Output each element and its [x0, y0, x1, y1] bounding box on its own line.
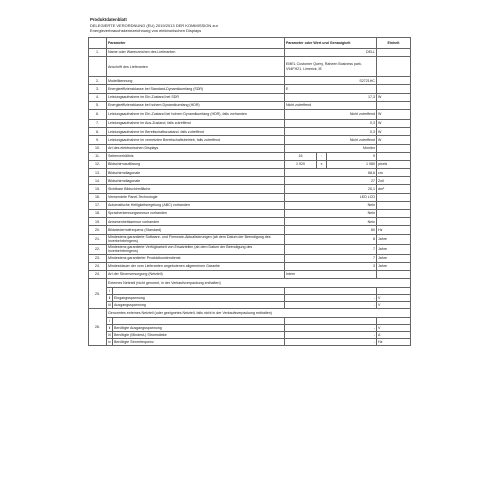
row-label: Anwesenheitssensor vorhanden [107, 218, 285, 226]
table-row [89, 101, 411, 109]
row-number: 8. [89, 128, 107, 136]
row-label: Leistungsaufnahme im Ein-Zustand bei SDR [107, 93, 285, 101]
row-value: 27 [285, 177, 377, 185]
sub-label: Ausgangsspannung [113, 302, 285, 309]
row-number: 22. [89, 244, 107, 254]
row-unit [377, 152, 411, 160]
sub-value: - [285, 339, 377, 346]
row-unit [377, 201, 411, 209]
row-unit [377, 77, 411, 85]
sub-index: i [107, 288, 113, 295]
row-number: 23. [89, 254, 107, 262]
row-value: Intern [285, 270, 377, 278]
row-number: 5. [89, 101, 107, 109]
sheet-subtitle-line-2: Energieverbrauchskennzeichnung von elektronischen Displays [90, 28, 202, 33]
table-row [89, 152, 411, 160]
header-parameter: Parameter [107, 38, 285, 49]
row-unit: cm [377, 169, 411, 177]
row-number [89, 57, 107, 77]
row-label: Art des elektronischen Displays [107, 144, 285, 152]
table-row [89, 49, 411, 57]
row-number: 6. [89, 109, 107, 119]
sub-value: - [285, 332, 377, 339]
row-number: 13. [89, 169, 107, 177]
table-row [89, 119, 411, 127]
row-value: Nicht zutreffend [285, 101, 377, 109]
row-label: Bildwiederholfrequenz (Standard) [107, 226, 285, 234]
sub-value: - [285, 295, 377, 302]
table-row [89, 332, 411, 339]
row-unit [377, 210, 411, 218]
row-value: 7 [285, 254, 377, 262]
row-label: Anschrift des Lieferanten [107, 57, 285, 77]
row-unit: Hz [377, 226, 411, 234]
row-unit [377, 193, 411, 201]
row-value: 8 [285, 234, 377, 244]
row-value: 68,6 [285, 169, 377, 177]
row-unit: Jahre [377, 244, 411, 254]
row-unit: Jahre [377, 254, 411, 262]
row-unit [377, 49, 411, 57]
row-unit: dm² [377, 185, 411, 193]
row-value: Monitor [285, 144, 377, 152]
row-number: 24. [89, 262, 107, 270]
row-number: 12. [89, 160, 107, 168]
row-label: Mindestdauer der vom Lieferanten angebotenen allgemeinen Garantie [107, 262, 285, 270]
table-header-row [89, 38, 411, 49]
table-row [89, 234, 411, 244]
row-value: Nein [285, 218, 377, 226]
sub-unit: A [377, 332, 411, 339]
row-unit [377, 57, 411, 77]
row-label: Bildschirmdiagonale [107, 177, 285, 185]
table-row [89, 57, 411, 77]
row-label: Bildschirmdiagonale [107, 169, 285, 177]
sub-label: Benötigte (Mindest-) Stromstärke [113, 332, 285, 339]
row-value: DELL [285, 49, 377, 57]
row-number: 20. [89, 226, 107, 234]
row-label: Leistungsaufnahme im Ein-Zustand bei hohem Dynamikumfang (HDR), falls vorhanden [107, 109, 285, 119]
row-unit: W [377, 119, 411, 127]
row-number: 24. [89, 270, 107, 278]
row-label: Mindestens garantierte Verfügbarkeit von Ersatzteilen (ab dem Datum der Beendigung des Inverkehrbringens) [107, 244, 285, 254]
row-value: 20,1 [285, 185, 377, 193]
table-row [89, 309, 411, 318]
row-value: Nicht zutreffend [285, 136, 377, 144]
table-row [89, 109, 411, 119]
row-value: 60 [285, 226, 377, 234]
product-data-sheet [88, 15, 410, 485]
sub-index: iv [108, 340, 111, 345]
sub-unit [377, 318, 411, 325]
row-value: S2721HC [285, 77, 377, 85]
row-label: Mindestens garantierte Software- und Firmware-Aktualisierungen (ab dem Datum der Beendigung des Inverkehrbringens) [107, 234, 285, 244]
sub-unit [377, 288, 411, 295]
sub-unit: Hz [377, 339, 411, 346]
table-row [89, 254, 411, 262]
row-number: 18. [89, 210, 107, 218]
row-number: 17. [89, 201, 107, 209]
row-label: Name oder Warenzeichen des Lieferanten [107, 49, 285, 57]
table-row [89, 201, 411, 209]
sub-value: - [285, 302, 377, 309]
row-number: 9. [89, 136, 107, 144]
row-value: Nicht zutreffend [285, 109, 377, 119]
row-value: 0,3 [285, 119, 377, 127]
row-value: EMEL Customer Query, Raheen Business park, V94FH21, Limerick, IE [285, 57, 377, 77]
row-value: 17,3 [285, 93, 377, 101]
row-value-separator: : [317, 152, 327, 160]
table-row [89, 177, 411, 185]
sub-index: ii [107, 295, 113, 302]
row-number: 3. [89, 85, 107, 93]
table-row [89, 169, 411, 177]
sub-unit: V [377, 325, 411, 332]
row-label: Art der Stromversorgung (Netzteil) [107, 270, 285, 278]
row-value: 7 [285, 244, 377, 254]
row-unit [377, 218, 411, 226]
row-label: Leistungsaufnahme im Bereitschaftszustand, falls zutreffend [107, 128, 285, 136]
table-row [89, 85, 411, 93]
row-value: 0,3 [285, 128, 377, 136]
table-row [89, 144, 411, 152]
row-label: Verwendete Panel-Technologie [107, 193, 285, 201]
sub-index: iii [108, 303, 111, 308]
row-unit: W [377, 128, 411, 136]
row-unit: pixels [377, 160, 411, 168]
row-label: Modellkennung [107, 77, 285, 85]
sub-label: Benötigte Ausgangsspannung [113, 325, 285, 332]
sub-unit: V [377, 302, 411, 309]
row-number: 11. [89, 152, 107, 160]
row-number: 4. [89, 93, 107, 101]
row-number: 7. [89, 119, 107, 127]
row-value: Nein [285, 210, 377, 218]
table-row [89, 77, 411, 85]
header-unit: Einheit [377, 38, 411, 49]
row-label: Energieeffizienzklasse bei Standard-Dynamikumfang (SDR) [107, 85, 285, 93]
table-row [89, 288, 411, 295]
row-number: 14. [89, 177, 107, 185]
product-data-table [88, 37, 411, 346]
row-unit [377, 101, 411, 109]
row-value: LED LCD [285, 193, 377, 201]
row-unit: W [377, 93, 411, 101]
row-unit: Jahre [377, 234, 411, 244]
table-row [89, 210, 411, 218]
psu-block-label: Genormtes externes Netzteil (oder geeignetes Netzteil, falls nicht in der Verkaufsverpackung enthalten) [107, 309, 411, 318]
row-unit [377, 85, 411, 93]
table-row [89, 244, 411, 254]
row-value: E [285, 85, 377, 93]
table-row [89, 339, 411, 346]
sub-value [285, 288, 377, 295]
table-row [89, 302, 411, 309]
sub-index: iii [108, 333, 111, 338]
table-row [89, 279, 411, 288]
table-row [89, 128, 411, 136]
row-value-separator: x [317, 160, 327, 168]
row-unit: W [377, 109, 411, 119]
table-row [89, 295, 411, 302]
row-number: 26. [89, 309, 107, 346]
row-label: Seitenverhältnis [107, 152, 285, 160]
table-row [89, 226, 411, 234]
table-row [89, 318, 411, 325]
row-number: 21. [89, 234, 107, 244]
table-row [89, 136, 411, 144]
sub-label [113, 318, 285, 325]
row-label: Bildschirmauflösung [107, 160, 285, 168]
row-number: 19. [89, 218, 107, 226]
row-unit: Jahre [377, 262, 411, 270]
row-label: Leistungsaufnahme im Aus-Zustand, falls zutreffend [107, 119, 285, 127]
table-row [89, 270, 411, 278]
row-value: 3 [285, 262, 377, 270]
row-unit: Zoll [377, 177, 411, 185]
table-row [89, 325, 411, 332]
row-label: Energieeffizienzklasse bei hohem Dynamikumfang (HDR) [107, 101, 285, 109]
row-label: Sichtbare Bildschirmfläche [107, 185, 285, 193]
header-value: Parameter oder Wert und Genauigkeit [285, 38, 377, 49]
table-row [89, 218, 411, 226]
row-value: Nein [285, 201, 377, 209]
row-value-a: 16 [285, 152, 317, 160]
row-label: Mindestens garantierter Produktkundendienst [107, 254, 285, 262]
sub-label [113, 288, 285, 295]
row-unit [377, 270, 411, 278]
sub-index: i [107, 318, 113, 325]
row-number: 16. [89, 193, 107, 201]
row-number: 1. [89, 49, 107, 57]
psu-block-label: Externes Netzteil (nicht genormt, in der Verkaufsverpackung enthalten) [107, 279, 411, 288]
sub-index: ii [107, 325, 113, 332]
row-label: Spracherkennungssensor vorhanden [107, 210, 285, 218]
row-value-b: 1 080 [327, 160, 377, 168]
table-row [89, 193, 411, 201]
table-row [89, 160, 411, 168]
row-number: 2. [89, 77, 107, 85]
row-value-a: 1 920 [285, 160, 317, 168]
row-label: Automatische Helligkeitsregelung (ABC) vorhanden [107, 201, 285, 209]
row-number: 10. [89, 144, 107, 152]
sheet-subtitle-line-1: DELEGIERTE VERORDNUNG (EU) 2019/2013 DER KOMMISSION zur [90, 23, 218, 28]
sub-value [285, 318, 377, 325]
row-unit: W [377, 136, 411, 144]
table-row [89, 185, 411, 193]
sheet-title: Produktdatenblatt [90, 17, 127, 22]
table-row [89, 262, 411, 270]
sub-label: Eingangsspannung [113, 295, 285, 302]
row-number: 15. [89, 185, 107, 193]
row-label: Leistungsaufnahme im vernetzten Bereitschaftsbetrieb, falls zutreffend [107, 136, 285, 144]
row-number: 25. [89, 279, 107, 309]
row-value-b: 9 [327, 152, 377, 160]
header-no-cell [89, 38, 107, 49]
row-unit [377, 144, 411, 152]
table-row [89, 93, 411, 101]
sub-label: Benötigte Stromfrequenz [113, 339, 285, 346]
sub-unit: V [377, 295, 411, 302]
sub-value: - [285, 325, 377, 332]
